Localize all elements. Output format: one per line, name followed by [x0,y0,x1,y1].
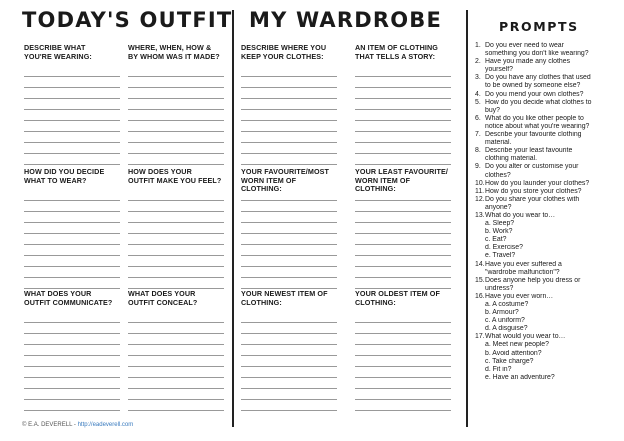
prompt-number: 12. [475,195,485,203]
prompt-number: 14. [475,260,485,268]
prompt-continuation: something you don't like wearing? [485,50,589,58]
website-link[interactable]: http://eadeverell.com [77,422,134,428]
writing-line[interactable] [24,76,120,77]
prompt-continuation: undress? [485,284,514,292]
writing-line[interactable] [128,98,224,99]
prompt-subitem: c. Eat? [485,236,507,244]
prompt-number: 4. [475,90,481,98]
prompt-number: 8. [475,147,481,155]
writing-line[interactable] [355,164,451,165]
writing-line[interactable] [355,410,451,411]
writing-line[interactable] [355,233,451,234]
my-wardrobe-heading: MY WARDROBE [249,8,443,32]
prompt-item [475,147,603,155]
prompt-text: Describe your least favourite [485,147,573,155]
writing-line[interactable] [241,164,337,165]
prompt-number: 2. [475,58,481,66]
writing-line[interactable] [241,410,337,411]
writing-line[interactable] [128,366,224,367]
prompt-subitem: e. Travel? [485,252,516,260]
writing-line[interactable] [24,344,120,345]
prompt-number: 7. [475,131,481,139]
prompt-item [475,163,603,171]
writing-line[interactable] [128,244,224,245]
prompt-number: 16. [475,292,485,300]
prompt-number: 3. [475,74,481,82]
prompt-item [475,74,603,82]
writing-line[interactable] [24,87,120,88]
prompt-continuation: anyone? [485,203,512,211]
writing-section [241,44,337,165]
writing-section [24,168,120,289]
writing-line[interactable] [128,322,224,323]
writing-line[interactable] [241,233,337,234]
writing-line[interactable] [128,344,224,345]
writing-line[interactable] [241,377,337,378]
prompt-item [475,261,603,269]
writing-line[interactable] [241,200,337,201]
prompt-text: Do you ever need to wear [485,42,564,49]
prompt-number: 11. [475,187,485,195]
prompt-subitem: a. A costume? [485,301,529,308]
writing-line[interactable] [128,377,224,378]
writing-line[interactable] [241,120,337,121]
writing-line[interactable] [24,277,120,278]
writing-line[interactable] [128,164,224,165]
writing-section [355,290,451,411]
prompt-number: 9. [475,163,481,171]
writing-line[interactable] [241,211,337,212]
writing-line[interactable] [241,366,337,367]
writing-line[interactable] [241,109,337,110]
prompt-item [475,196,603,204]
writing-line[interactable] [355,200,451,201]
writing-line[interactable] [241,355,337,356]
prompt-text: Do you have any clothes that used [485,74,591,82]
prompt-item [475,212,603,220]
writing-line[interactable] [24,322,120,323]
prompt-subitem: a. Sleep? [485,220,515,228]
writing-section [241,290,337,411]
writing-line[interactable] [355,366,451,367]
section-label: YOUR NEWEST ITEM OF CLOTHING: [241,289,328,307]
prompt-subitem: e. Have an adventure? [485,373,555,381]
prompts-divider [466,10,468,427]
prompt-continuation: buy? [485,106,500,114]
writing-line[interactable] [355,211,451,212]
writing-section [24,44,120,165]
prompt-subitem: a. Meet new people? [485,341,549,349]
writing-line[interactable] [128,109,224,110]
writing-line[interactable] [241,277,337,278]
writing-line[interactable] [241,142,337,143]
todays-outfit-heading: TODAY'S OUTFIT [22,8,233,32]
writing-line[interactable] [128,222,224,223]
section-label: YOUR OLDEST ITEM OF CLOTHING: [355,289,440,307]
prompts-heading: PROMPTS [499,19,579,34]
writing-line[interactable] [128,76,224,77]
writing-line[interactable] [128,355,224,356]
prompt-list [475,42,603,382]
prompt-text: How do you decide what clothes to [485,98,592,106]
writing-line[interactable] [355,344,451,345]
prompt-number: 6. [475,114,481,122]
prompt-text: Do you share your clothes with [485,195,580,203]
writing-line[interactable] [24,131,120,132]
writing-line[interactable] [241,388,337,389]
prompt-text: Have you ever worn… [485,292,554,300]
prompt-number: 17. [475,333,485,341]
section-divider [232,10,234,427]
prompt-item [475,42,603,50]
writing-line[interactable] [24,98,120,99]
writing-line[interactable] [128,131,224,132]
prompt-number: 5. [475,98,481,106]
writing-line[interactable] [355,222,451,223]
writing-line[interactable] [355,266,451,267]
prompt-subitem: d. A disguise? [485,325,528,333]
prompt-continuation: notice about what you're wearing? [485,122,590,130]
writing-section [355,168,451,289]
writing-line[interactable] [128,399,224,400]
prompt-text: Have you made any clothes [485,58,571,66]
writing-line[interactable] [24,366,120,367]
writing-line[interactable] [24,377,120,378]
copyright-text: © E.A. DEVERELL [22,422,73,428]
writing-line[interactable] [355,277,451,278]
writing-line[interactable] [24,153,120,154]
writing-line[interactable] [24,200,120,201]
writing-section [355,44,451,165]
prompt-number: 15. [475,276,485,284]
writing-section [24,290,120,411]
section-label: YOUR FAVOURITE/MOST WORN ITEM OF CLOTHING: [241,167,330,194]
prompt-number: 13. [475,211,485,219]
prompt-text: How do you store your clothes? [485,187,582,195]
prompt-number: 1. [475,42,481,49]
writing-line[interactable] [355,399,451,400]
section-label: HOW DOES YOUR OUTFIT MAKE YOU FEEL? [128,167,222,185]
writing-line[interactable] [128,233,224,234]
writing-line[interactable] [241,322,337,323]
prompt-continuation: clothing material. [485,155,538,163]
writing-line[interactable] [355,244,451,245]
section-label: HOW DID YOU DECIDE WHAT TO WEAR? [24,167,105,185]
prompt-text: Describe your favourite clothing [485,131,582,139]
writing-section [241,168,337,289]
writing-line[interactable] [24,120,120,121]
prompt-text: Do you mend your own clothes? [485,90,584,98]
writing-line[interactable] [24,244,120,245]
prompt-subitem: d. Fit in? [485,365,512,373]
writing-line[interactable] [128,87,224,88]
writing-line[interactable] [355,98,451,99]
writing-section [128,290,224,411]
prompt-subitem: c. Take charge? [485,357,534,365]
writing-line[interactable] [241,98,337,99]
prompt-continuation: "wardrobe malfunction"? [485,268,560,276]
writing-line[interactable] [128,333,224,334]
writing-line[interactable] [241,399,337,400]
writing-line[interactable] [24,211,120,212]
prompt-text: Have you ever suffered a [485,260,562,268]
writing-line[interactable] [241,87,337,88]
prompt-item [475,91,603,99]
writing-line[interactable] [355,120,451,121]
writing-line[interactable] [128,120,224,121]
prompt-item [475,131,603,139]
writing-line[interactable] [24,410,120,411]
writing-line[interactable] [241,153,337,154]
writing-line[interactable] [24,164,120,165]
section-label: DESCRIBE WHERE YOU KEEP YOUR CLOTHES: [241,43,327,61]
writing-line[interactable] [355,131,451,132]
prompt-text: Do you alter or customise your [485,163,579,171]
prompt-subitem: b. Work? [485,228,513,236]
prompt-item [475,293,603,301]
section-label: YOUR LEAST FAVOURITE/ WORN ITEM OF CLOTHING: [355,167,449,194]
writing-line[interactable] [128,153,224,154]
writing-line[interactable] [24,388,120,389]
writing-line[interactable] [24,222,120,223]
writing-line[interactable] [241,255,337,256]
writing-section [128,44,224,165]
writing-line[interactable] [128,277,224,278]
writing-line[interactable] [128,255,224,256]
writing-line[interactable] [24,109,120,110]
section-label: WHERE, WHEN, HOW & BY WHOM WAS IT MADE? [128,43,220,61]
writing-line[interactable] [24,142,120,143]
prompt-text: What do you like other people to [485,114,584,122]
prompt-continuation: to be owned by someone else? [485,82,581,90]
writing-line[interactable] [355,388,451,389]
writing-line[interactable] [128,266,224,267]
prompt-item [475,115,603,123]
prompt-continuation: clothes? [485,171,511,179]
writing-line[interactable] [355,322,451,323]
prompt-text: Does anyone help you dress or [485,276,581,284]
writing-line[interactable] [24,266,120,267]
writing-line[interactable] [24,333,120,334]
prompt-subitem: b. Armour? [485,309,519,317]
writing-line[interactable] [241,333,337,334]
writing-line[interactable] [355,109,451,110]
section-label: AN ITEM OF CLOTHING THAT TELLS A STORY: [355,43,438,61]
prompt-text: What do you wear to… [485,211,556,219]
prompt-subitem: c. A uniform? [485,317,525,325]
writing-line[interactable] [241,244,337,245]
prompt-continuation: yourself? [485,66,513,74]
writing-line[interactable] [24,355,120,356]
writing-line[interactable] [241,266,337,267]
writing-line[interactable] [355,142,451,143]
writing-line[interactable] [24,255,120,256]
footer-separator: - [72,422,78,428]
prompt-continuation: material. [485,139,512,147]
prompt-text: How do you launder your clothes? [485,179,590,187]
writing-line[interactable] [355,377,451,378]
writing-line[interactable] [355,76,451,77]
prompt-number: 10. [475,179,485,187]
footer [22,422,133,428]
writing-section [128,168,224,289]
prompt-item [475,99,603,107]
writing-line[interactable] [128,410,224,411]
prompt-text: What would you wear to… [485,333,566,341]
section-label: WHAT DOES YOUR OUTFIT CONCEAL? [128,289,198,307]
writing-line[interactable] [355,153,451,154]
section-label: DESCRIBE WHAT YOU'RE WEARING: [24,43,92,61]
prompt-subitem: d. Exercise? [485,244,523,252]
writing-line[interactable] [24,233,120,234]
prompt-item [475,333,603,341]
writing-line[interactable] [241,222,337,223]
writing-line[interactable] [128,200,224,201]
prompt-item [475,277,603,285]
writing-line[interactable] [24,399,120,400]
prompt-item [475,188,603,196]
prompt-item [475,180,603,188]
writing-line[interactable] [241,76,337,77]
writing-line[interactable] [355,255,451,256]
writing-line[interactable] [241,344,337,345]
writing-line[interactable] [355,87,451,88]
writing-line[interactable] [128,211,224,212]
writing-line[interactable] [128,142,224,143]
section-label: WHAT DOES YOUR OUTFIT COMMUNICATE? [24,289,113,307]
writing-line[interactable] [241,131,337,132]
writing-line[interactable] [355,333,451,334]
prompt-item [475,58,603,66]
prompt-subitem: b. Avoid attention? [485,349,542,357]
writing-line[interactable] [128,388,224,389]
writing-line[interactable] [355,355,451,356]
